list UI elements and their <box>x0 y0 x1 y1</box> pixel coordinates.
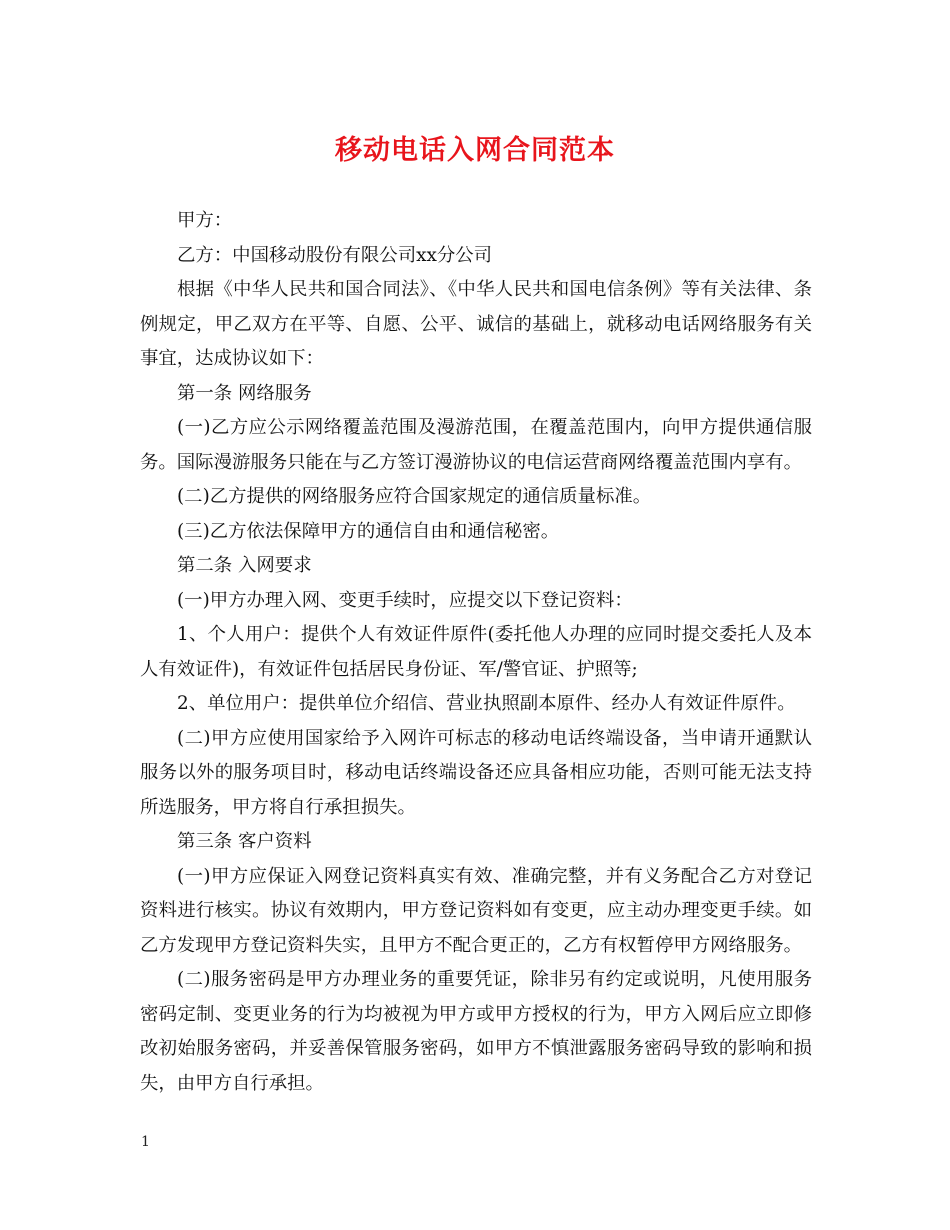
section-heading-2: 第二条 入网要求 <box>177 555 312 576</box>
page-number: 1 <box>141 1134 150 1150</box>
document-body <box>140 204 812 1101</box>
paragraph-1-1: (一)乙方应公示网络覆盖范围及漫游范围，在覆盖范围内，向甲方提供通信服务。国际漫游服务只能在与乙方签订漫游协议的电信运营商网络覆盖范围内享有。 <box>140 417 812 473</box>
paragraph-2-1-organization: 2、单位用户：提供单位介绍信、营业执照副本原件、经办人有效证件原件。 <box>177 693 796 714</box>
paragraph-1-3: (三)乙方依法保障甲方的通信自由和通信秘密。 <box>177 520 560 542</box>
paragraph-2-2: (二)甲方应使用国家给予入网许可标志的移动电话终端设备，当申请开通默认服务以外的服务项目时，移动电话终端设备还应具备相应功能，否则可能无法支持所选服务，甲方将自行承担损失。 <box>140 727 812 818</box>
document-title: 移动电话入网合同范本 <box>335 135 615 166</box>
paragraph-preamble: 根据《中华人民共和国合同法》、《中华人民共和国电信条例》等有关法律、条例规定，甲乙双方在平等、自愿、公平、诚信的基础上，就移动电话网络服务有关事宜，达成协议如下： <box>140 279 812 369</box>
paragraph-party-a: 甲方： <box>177 210 233 231</box>
section-heading-1: 第一条 网络服务 <box>177 382 312 404</box>
paragraph-2-1-personal: 1、个人用户：提供个人有效证件原件(委托他人办理的应同时提交委托人及本人有效证件)，有效证件包括居民身份证、军/警官证、护照等; <box>140 624 812 680</box>
paragraph-3-1: (一)甲方应保证入网登记资料真实有效、准确完整，并有义务配合乙方对登记资料进行核实。协议有效期内，甲方登记资料如有变更，应主动办理变更手续。如乙方发现甲方登记资料失实，且甲方不配合更正的，乙方有权暂停甲方网络服务。 <box>140 865 812 956</box>
paragraph-2-1: (一)甲方办理入网、变更手续时，应提交以下登记资料： <box>177 589 633 611</box>
section-heading-3: 第三条 客户资料 <box>177 831 312 852</box>
paragraph-3-2: (二)服务密码是甲方办理业务的重要凭证，除非另有约定或说明，凡使用服务密码定制、变更业务的行为均被视为甲方或甲方授权的行为，甲方入网后应立即修改初始服务密码，并妥善保管服务密码，如甲方不慎泄露服务密码导致的影响和损失，由甲方自行承担。 <box>140 969 812 1094</box>
paragraph-1-2: (二)乙方提供的网络服务应符合国家规定的通信质量标准。 <box>177 486 652 507</box>
paragraph-party-b: 乙方：中国移动股份有限公司xx分公司 <box>177 244 492 266</box>
